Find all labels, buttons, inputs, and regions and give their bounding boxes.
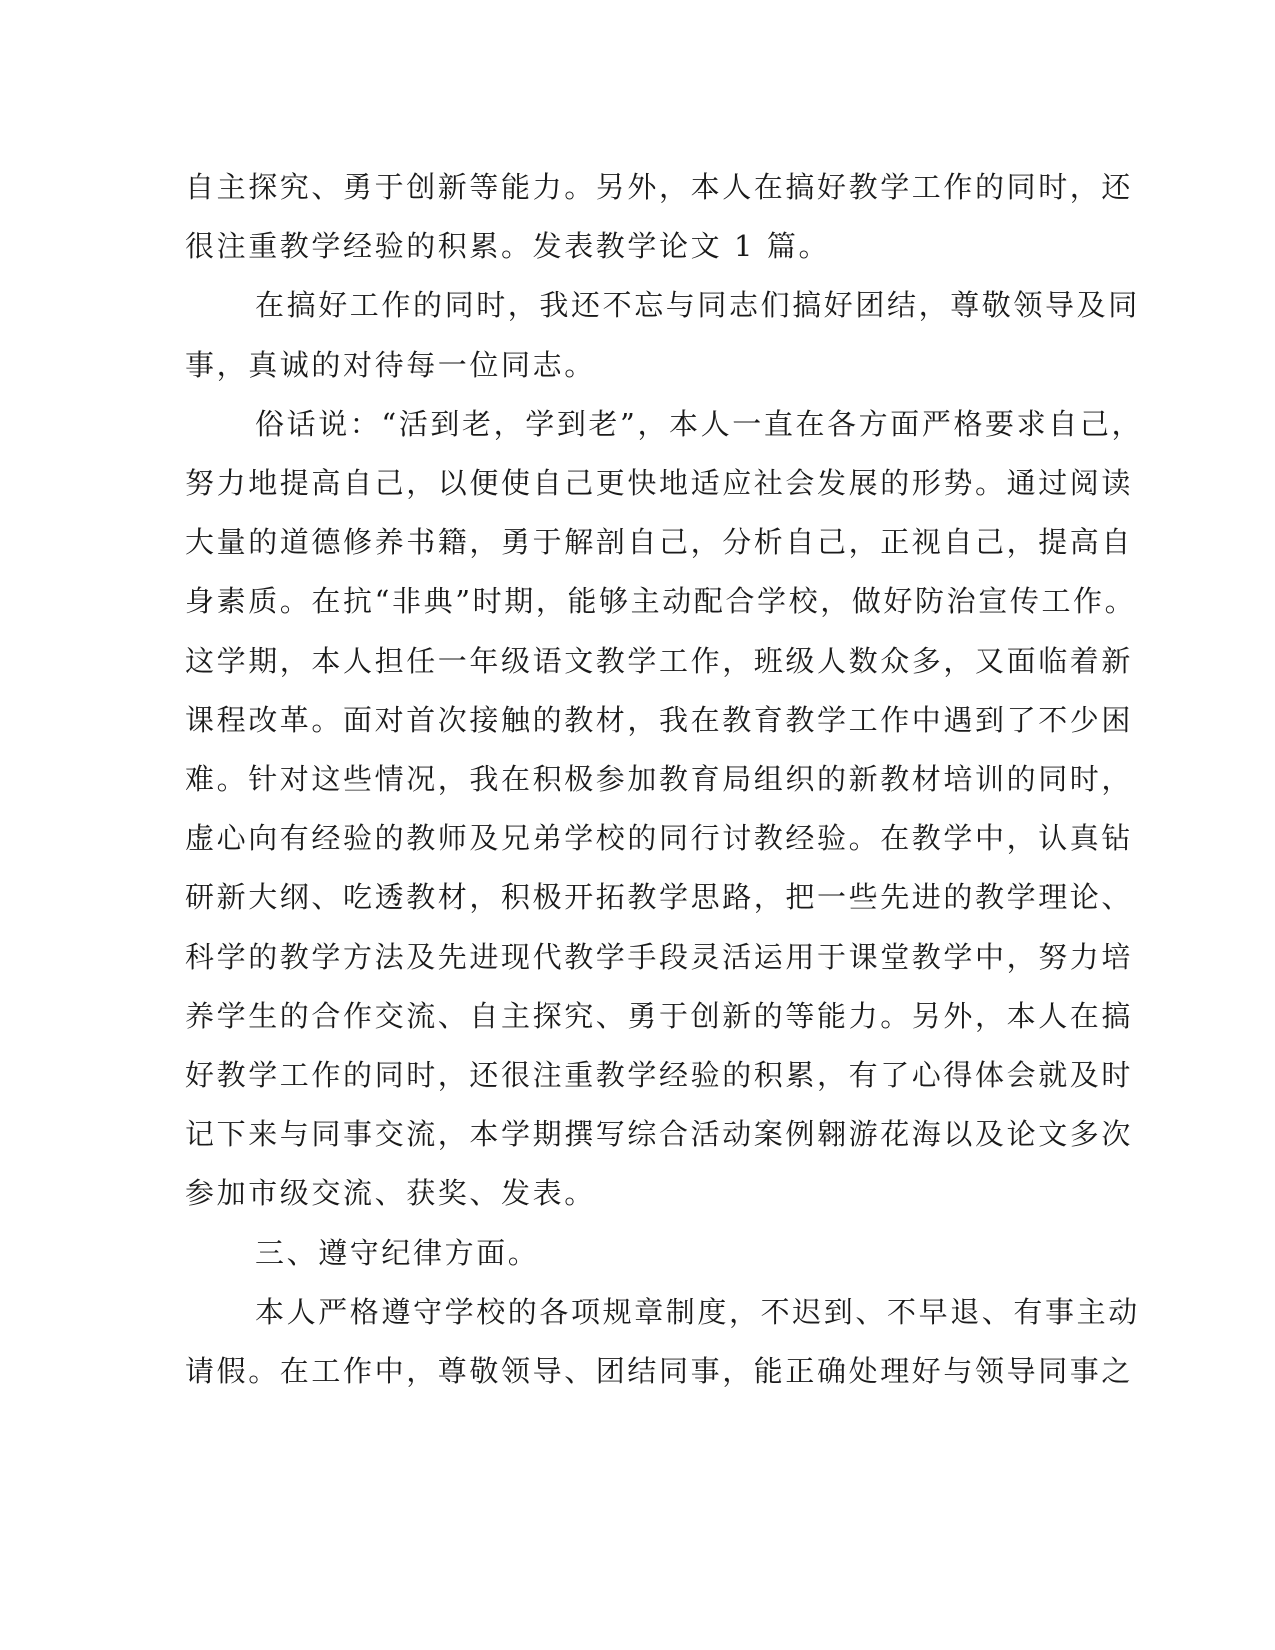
- text-line: 难。针对这些情况，我在积极参加教育局组织的新教材培训的同时，: [185, 762, 1134, 797]
- text-line: 记下来与同事交流，本学期撰写综合活动案例翱游花海以及论文多次: [185, 1117, 1134, 1152]
- paragraph-3: [185, 395, 1144, 1224]
- paragraph-5: [185, 1283, 1140, 1401]
- text-line: 本人严格遵守学校的各项规章制度，不迟到、不早退、有事主动: [255, 1294, 1140, 1329]
- section-heading: [185, 1224, 1065, 1283]
- text-line: 这学期，本人担任一年级语文教学工作，班级人数众多，又面临着新: [185, 643, 1134, 678]
- text-line: 课程改革。面对首次接触的教材，我在教育教学工作中遇到了不少困: [185, 702, 1134, 737]
- text-line: 俗话说：“活到老，学到老”，本人一直在各方面严格要求自己，: [255, 406, 1144, 441]
- text-line: 努力地提高自己，以便使自己更快地适应社会发展的形势。通过阅读: [185, 466, 1134, 501]
- text-line: 大量的道德修养书籍，勇于解剖自己，分析自己，正视自己，提高自: [185, 525, 1134, 560]
- text-line: 很注重教学经验的积累。发表教学论文 1 篇。: [185, 229, 831, 264]
- text-line: 研新大纲、吃透教材，积极开拓教学思路，把一些先进的教学理论、: [185, 880, 1134, 915]
- paragraph-2: [185, 276, 1140, 394]
- document-body: [185, 158, 1144, 1401]
- text-line: 虚心向有经验的教师及兄弟学校的同行讨教经验。在教学中，认真钻: [185, 821, 1134, 856]
- text-line: 在搞好工作的同时，我还不忘与同志们搞好团结，尊敬领导及同: [255, 288, 1140, 323]
- text-line: 自主探究、勇于创新等能力。另外，本人在搞好教学工作的同时，还: [185, 170, 1134, 204]
- text-line: 科学的教学方法及先进现代教学手段灵活运用于课堂教学中，努力培: [185, 939, 1134, 974]
- paragraph-1: [185, 158, 1134, 276]
- text-line: 事，真诚的对待每一位同志。: [185, 347, 596, 382]
- text-line: 养学生的合作交流、自主探究、勇于创新的等能力。另外，本人在搞: [185, 998, 1134, 1033]
- text-line: 请假。在工作中，尊敬领导、团结同事，能正确处理好与领导同事之: [185, 1354, 1134, 1389]
- text-line: 三、遵守纪律方面。: [255, 1235, 540, 1270]
- text-line: 身素质。在抗“非典”时期，能够主动配合学校，做好防治宣传工作。: [185, 584, 1137, 619]
- text-line: 好教学工作的同时，还很注重教学经验的积累，有了心得体会就及时: [185, 1058, 1134, 1093]
- text-line: 参加市级交流、获奖、发表。: [185, 1176, 596, 1211]
